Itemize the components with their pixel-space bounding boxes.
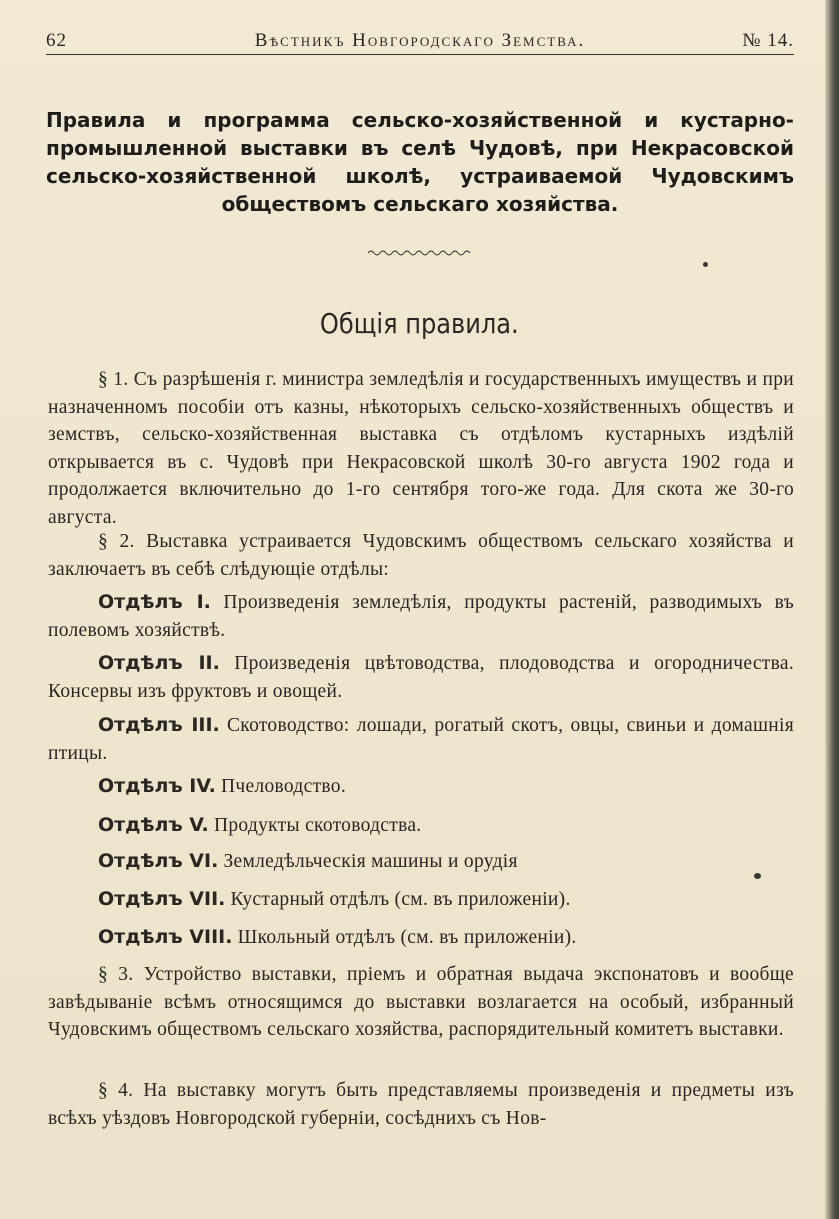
department-label: Отдѣлъ VI. [98,850,219,872]
department-item [48,812,794,840]
department-text: Произведенія земледѣлія, продукты растеній, разводимыхъ въ полевомъ хозяйствѣ. [48,592,794,641]
wavy-divider-ornament [368,248,472,258]
department-item [48,650,794,705]
department-item [48,712,794,767]
department-item [48,589,794,644]
ink-speck [703,262,708,267]
department-label: Отдѣлъ II. [98,652,220,674]
paragraph-text: § 3. Устройство выставки, пріемъ и обратная выдача экспонатовъ и вообще завѣдываніе всѣмъ относящимся до выставки возлагается на особый, избранный Чудовскимъ обществомъ сельскаго хозяйства, распорядительный комитетъ выставки. [48,964,794,1040]
department-label: Отдѣлъ IV. [98,775,216,797]
department-text: Продукты скотоводства. [213,815,422,836]
paragraph-3 [48,961,794,1044]
paragraph-1 [48,366,794,531]
department-label: Отдѣлъ VII. [98,888,226,910]
paragraph-text: § 1. Съ разрѣшенія г. министра земледѣлія и государственныхъ имуществъ и при назначенномъ пособіи отъ казны, нѣкоторыхъ сельско-хозяйственныхъ обществъ и земствъ, сельско-хозяйственная выставка съ отдѣломъ кустарныхъ издѣлій открывается въ с. Чудовѣ при Некрасовской школѣ 30-го августа 1902 года и продолжается включительно до 1-го сентября того-же года. Для скота же 30-го августа. [48,369,794,528]
section-heading: Общія правила. [319,307,519,340]
issue-number: № 14. [742,30,794,51]
department-label: Отдѣлъ VIII. [98,926,233,948]
running-header [46,30,794,55]
department-text: Произведенія цвѣтоводства, плодоводства и огородничества. Консервы изъ фруктовъ и овощей. [48,653,794,702]
paragraph-2 [48,528,794,583]
journal-title: Вѣстникъ Новгородскаго Земства. [254,30,586,51]
page-number: 62 [46,30,67,51]
department-text: Пчеловодство. [221,776,347,797]
department-item [48,924,794,952]
paragraph-4 [48,1077,794,1132]
document-title: Правила и программа сельско-хозяйственной и кустарно-промышленной выставки въ селѣ Чудовѣ, при Некрасовской сельско-хозяйственной школѣ, устраиваемой Чудовскимъ обществомъ сельскаго хозяйства. [46,108,794,216]
department-item [48,848,794,876]
department-text: Школьный отдѣлъ (см. въ приложеніи). [237,927,577,948]
ink-speck [754,873,761,879]
paragraph-text: § 4. На выставку могутъ быть представляемы произведенія и предметы изъ всѣхъ уѣздовъ Новгородской губерніи, сосѣднихъ съ Нов- [48,1080,794,1129]
department-text: Скотоводство: лошади, рогатый скотъ, овцы, свиньи и домашнія птицы. [48,715,794,764]
paragraph-text: § 2. Выставка устраивается Чудовскимъ обществомъ сельскаго хозяйства и заключаетъ въ себѣ слѣдующіе отдѣлы: [48,531,794,580]
department-text: Кустарный отдѣлъ (см. въ приложеніи). [230,889,571,910]
department-item [48,773,794,801]
department-label: Отдѣлъ I. [98,591,211,613]
department-text: Земледѣльческія машины и орудія [223,851,518,872]
department-label: Отдѣлъ V. [98,814,209,836]
page-edge-shadow [825,0,839,1219]
department-item [48,886,794,914]
department-label: Отдѣлъ III. [98,714,220,736]
